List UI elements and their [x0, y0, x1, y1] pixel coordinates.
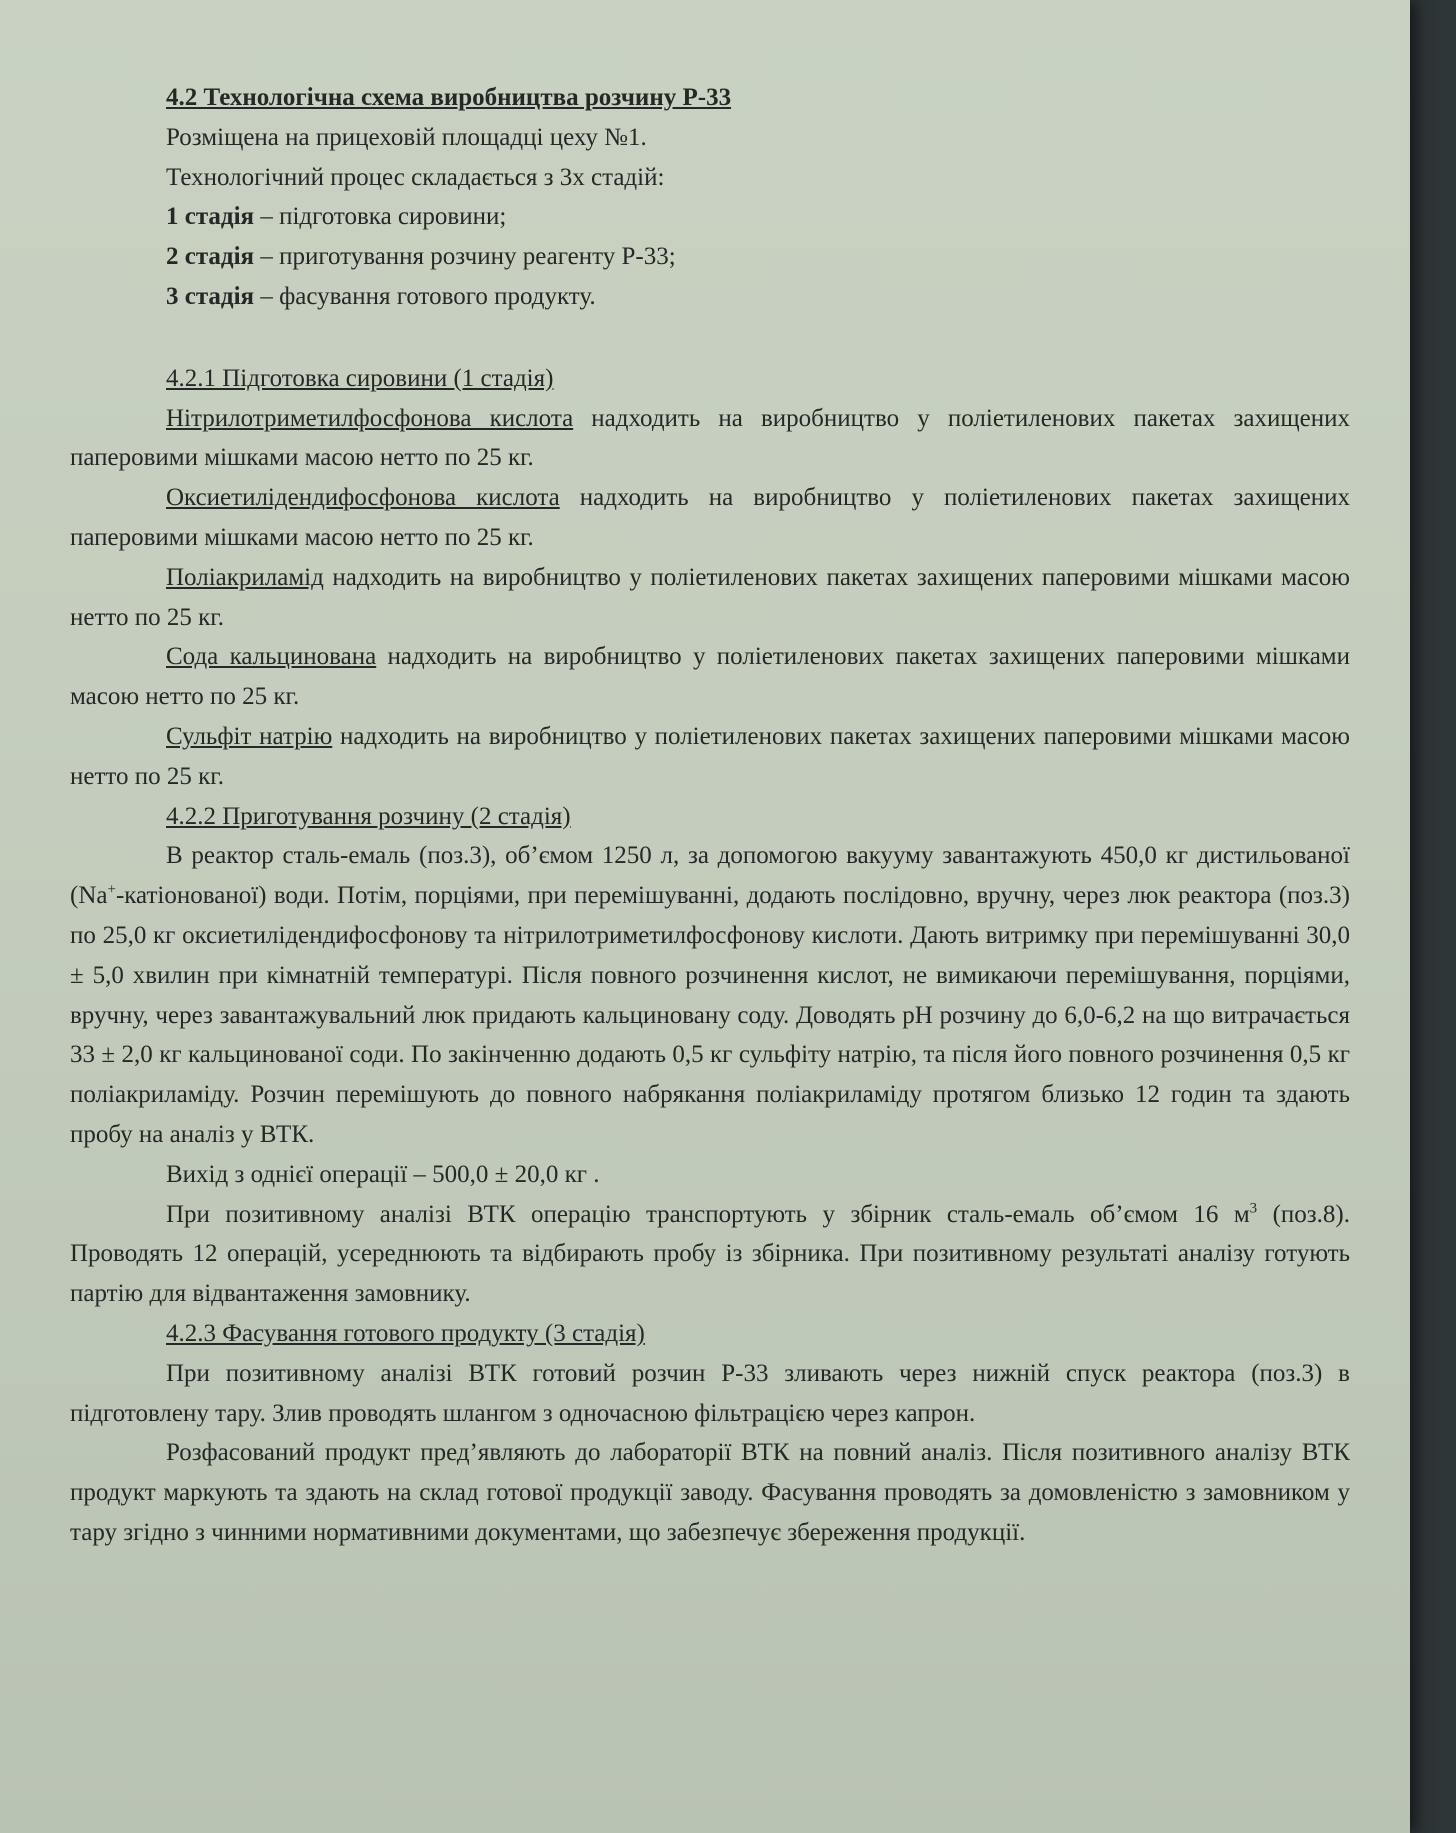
yield-line: Вихід з однієї операції – 500,0 ± 20,0 кг .	[166, 1160, 600, 1188]
stage-line	[70, 277, 1350, 317]
material-name: Нітрилотриметилфосфонова кислота	[166, 404, 574, 432]
raw-material-paragraph	[70, 637, 1350, 717]
stage-text: – приготування розчину реагенту Р-33;	[254, 243, 676, 271]
material-text: надходить на виробництво у поліетиленових пакетах захищених паперовими мішками масою нетто по 25 кг.	[70, 563, 1350, 631]
section-title: 4.2 Технологічна схема виробництва розчину Р-33	[166, 84, 732, 111]
intro-line: Технологічний процес складається з 3х стадій:	[166, 163, 665, 191]
material-text: надходить на виробництво у поліетиленових пакетах захищених паперовими мішками масою нетто по 25 кг.	[70, 643, 1350, 711]
stage-text: – підготовка сировини;	[254, 203, 507, 231]
preparation-paragraph: В реактор сталь-емаль (поз.3), об’ємом 1250 л, за допомогою вакууму завантажують 450,0 кг дистильованої (Na+-катіонованої) води. Потім, порціями, при перемішуванні, додають послідовно, вручну, через люк реактора (поз.3) по 25,0 кг оксиетилідендифосфонову та нітрилотриметилфосфонову кислоти. Дають витримку при перемішуванні 30,0 ± 5,0 хвилин при кімнатній температурі. Після повного розчинення кислот, не вимикаючи перемішування, порціями, вручну, через завантажувальний люк придають кальциновану соду. Доводять рН розчину до 6,0-6,2 на що витрачається 33 ± 2,0 кг кальцинованої соди. По закінченню додають 0,5 кг сульфіту натрію, та після його повного розчинення 0,5 кг поліакриламіду. Розчин перемішують до повного набрякання поліакриламіду протягом близько 12 годин та здають пробу на аналіз у ВТК.	[70, 842, 1350, 1148]
material-text: надходить на виробництво у поліетиленових пакетах захищених паперовими мішками масою нетто по 25 кг.	[70, 722, 1350, 790]
stage-text: – фасування готового продукту.	[254, 282, 596, 310]
material-name: Сода кальцинована	[166, 643, 377, 671]
raw-material-paragraph	[70, 478, 1350, 558]
raw-material-paragraph	[70, 717, 1350, 797]
packaging-paragraph: При позитивному аналізі ВТК готовий розчин Р-33 зливають через нижній спуск реактора (поз.3) в підготовлену тару. Злив проводять шлангом з одночасною фільтрацією через капрон.	[70, 1359, 1350, 1427]
material-name: Сульфіт натрію	[166, 722, 333, 750]
material-name: Оксиетилідендифосфонова кислота	[166, 484, 560, 512]
transfer-paragraph: При позитивному аналізі ВТК операцію транспортують у збірник сталь-емаль об’ємом 16 $м^3$ (поз.8). Проводять 12 операцій, усереднюють та відбирають пробу із збірника. При позитивному результаті аналізу готують партію для відвантаження замовнику.	[70, 1200, 1351, 1308]
material-text: надходить на виробництво у поліетиленових пакетах захищених паперовими мішками масою нетто по 25 кг.	[70, 484, 1351, 551]
spacer	[70, 317, 1350, 359]
stage-line	[70, 197, 1350, 237]
material-text: надходить на виробництво у поліетиленових пакетах захищених паперовими мішками масою нетто по 25 кг.	[70, 404, 1351, 472]
delivery-paragraph: Розфасований продукт пред’являють до лабораторії ВТК на повний аналіз. Після позитивного аналізу ВТК продукт маркують та здають на склад готової продукції заводу. Фасування проводять за домовленістю з замовником у тару згідно з чинними нормативними документами, що забезпечує збереження продукції.	[70, 1439, 1350, 1546]
subsection-title-422: 4.2.2 Приготування розчину (2 стадія)	[166, 802, 571, 830]
stage-line	[70, 237, 1350, 277]
stage-label: 2 стадія	[166, 243, 255, 271]
subsection-title-421: 4.2.1 Підготовка сировини (1 стадія)	[166, 364, 554, 392]
superscript: +	[107, 881, 116, 898]
stage-label: 1 стадія	[166, 203, 255, 231]
subsection-title-423: 4.2.3 Фасування готового продукту (3 стадія)	[166, 1319, 645, 1347]
stage-label: 3 стадія	[166, 282, 255, 310]
superscript: 3	[1249, 1200, 1258, 1217]
material-name: Поліакриламід	[166, 563, 324, 591]
document-body	[70, 78, 1350, 1553]
location-line: Розміщена на прицеховій площадці цеху №1.	[166, 123, 647, 151]
raw-material-paragraph	[70, 558, 1350, 638]
raw-material-paragraph	[70, 399, 1350, 479]
